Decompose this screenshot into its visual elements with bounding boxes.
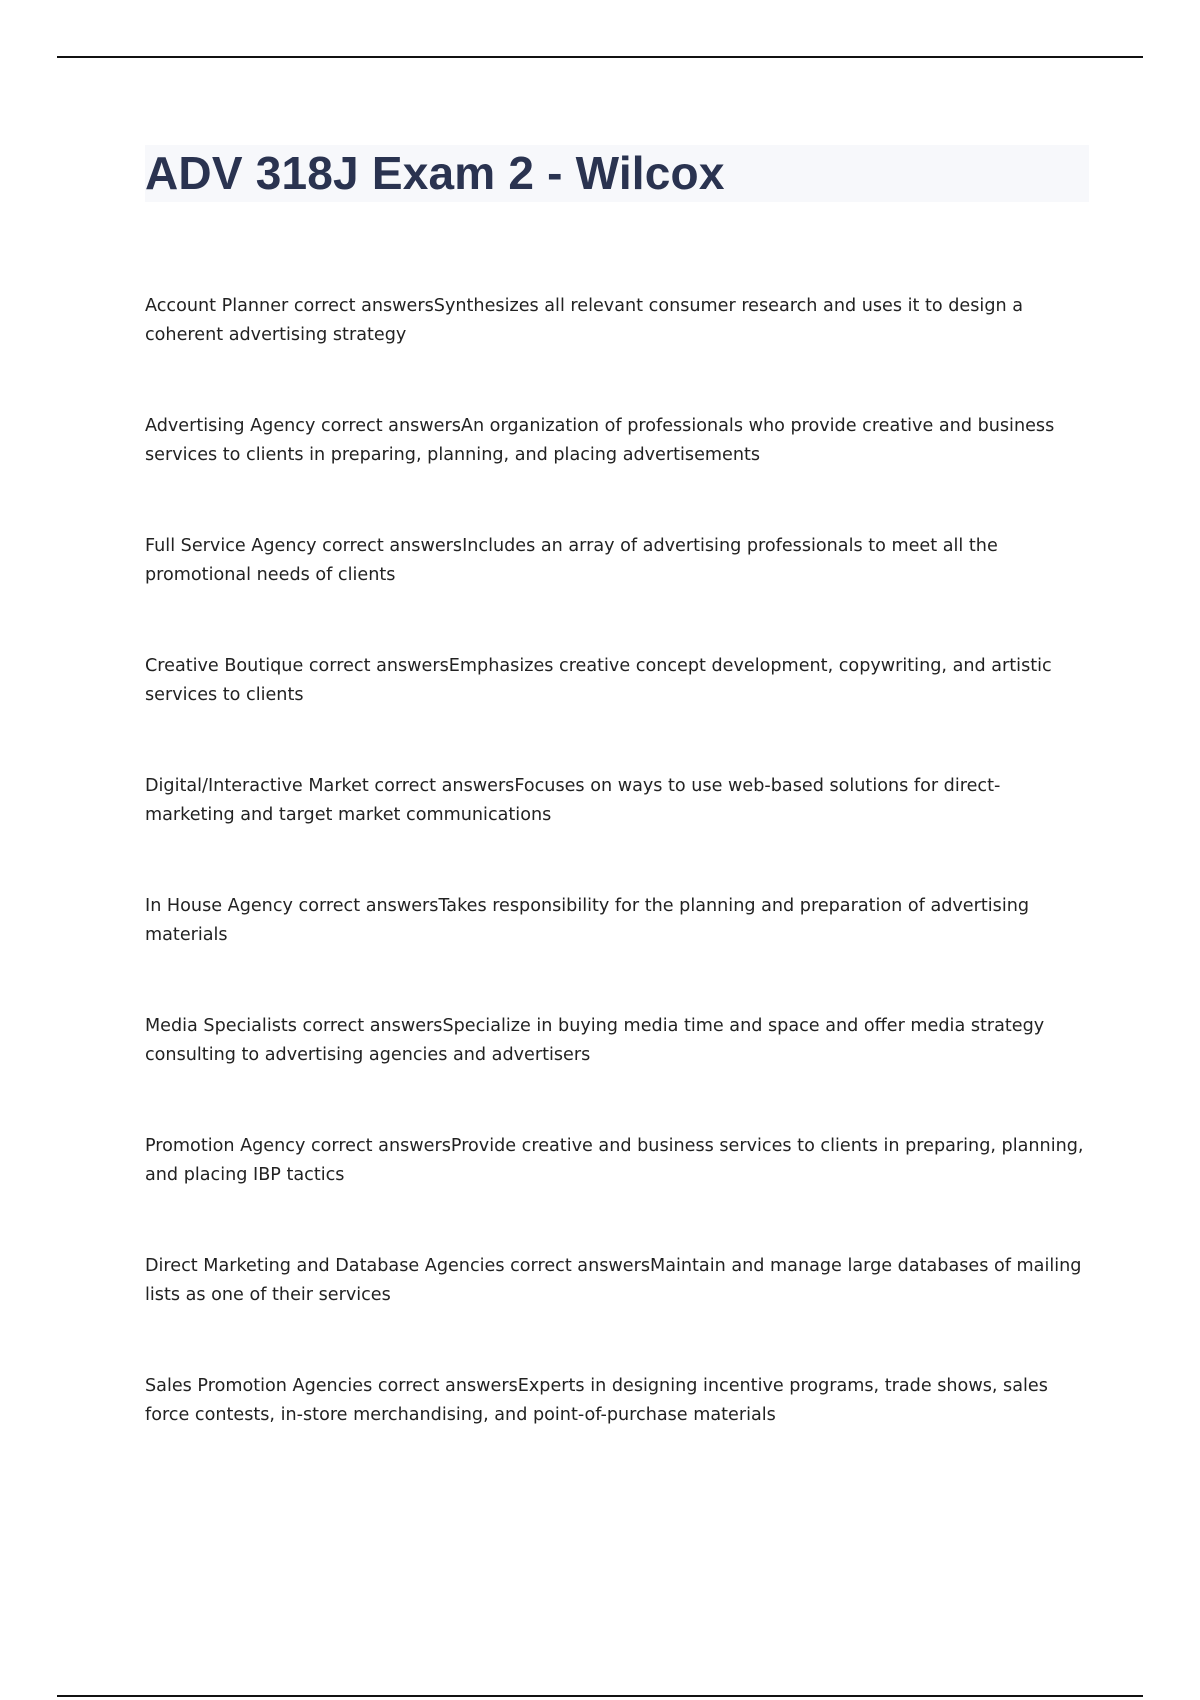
flashcard-entry [145,652,1085,772]
entry-separator: correct answers [315,416,461,436]
page-title: ADV 318J Exam 2 - Wilcox [145,147,725,199]
entry-term: Digital/Interactive Market [145,776,369,796]
flashcard-entry [145,412,1085,532]
entry-answer: Takes responsibility for the planning and preparation of advertising materials [145,896,1030,945]
flashcard-list [145,292,1085,1492]
entry-separator: correct answers [296,1016,443,1036]
entry-separator: correct answers [368,776,515,796]
entry-separator: correct answers [305,1136,451,1156]
entry-answer: Synthesizes all relevant consumer research and uses it to design a coherent advertising strategy [145,296,1024,345]
entry-answer: Includes an array of advertising professionals to meet all the promotional needs of clients [145,536,998,585]
entry-answer: Focuses on ways to use web-based solutions for direct-marketing and target market communications [145,776,1001,825]
flashcard-entry [145,1012,1085,1132]
entry-separator: correct answers [288,296,434,316]
flashcard-entry [145,1252,1085,1372]
entry-separator: correct answers [316,536,463,556]
entry-answer: Experts in designing incentive programs, trade shows, sales force contests, in-store merchandising, and point-of-purchase materials [145,1376,1048,1425]
entry-separator: correct answers [292,896,439,916]
flashcard-entry [145,892,1085,1012]
entry-term: Direct Marketing and Database Agencies [145,1256,505,1276]
entry-answer: Maintain and manage large databases of mailing lists as one of their services [145,1256,1082,1305]
top-divider [57,56,1143,58]
flashcard-entry [145,292,1085,412]
entry-term: Account Planner [145,296,289,316]
entry-term: Sales Promotion Agencies [145,1376,373,1396]
entry-separator: correct answers [372,1376,518,1396]
bottom-divider [57,1695,1143,1697]
entry-answer: Emphasizes creative concept development, copywriting, and artistic services to clients [145,656,1052,705]
entry-term: Creative Boutique [145,656,304,676]
flashcard-entry [145,1372,1085,1492]
entry-answer: Specialize in buying media time and space and offer media strategy consulting to advertising agencies and advertisers [145,1016,1045,1065]
entry-term: Media Specialists [145,1016,297,1036]
entry-term: Promotion Agency [145,1136,306,1156]
entry-separator: correct answers [504,1256,651,1276]
entry-term: Full Service Agency [145,536,317,556]
entry-term: In House Agency [145,896,293,916]
flashcard-entry [145,1132,1085,1252]
flashcard-entry [145,532,1085,652]
flashcard-entry [145,772,1085,892]
entry-answer: Provide creative and business services to clients in preparing, planning, and placing IBP tactics [145,1136,1084,1185]
entry-separator: correct answers [303,656,449,676]
entry-term: Advertising Agency [145,416,316,436]
entry-answer: An organization of professionals who provide creative and business services to clients in preparing, planning, and placing advertisements [145,416,1055,465]
